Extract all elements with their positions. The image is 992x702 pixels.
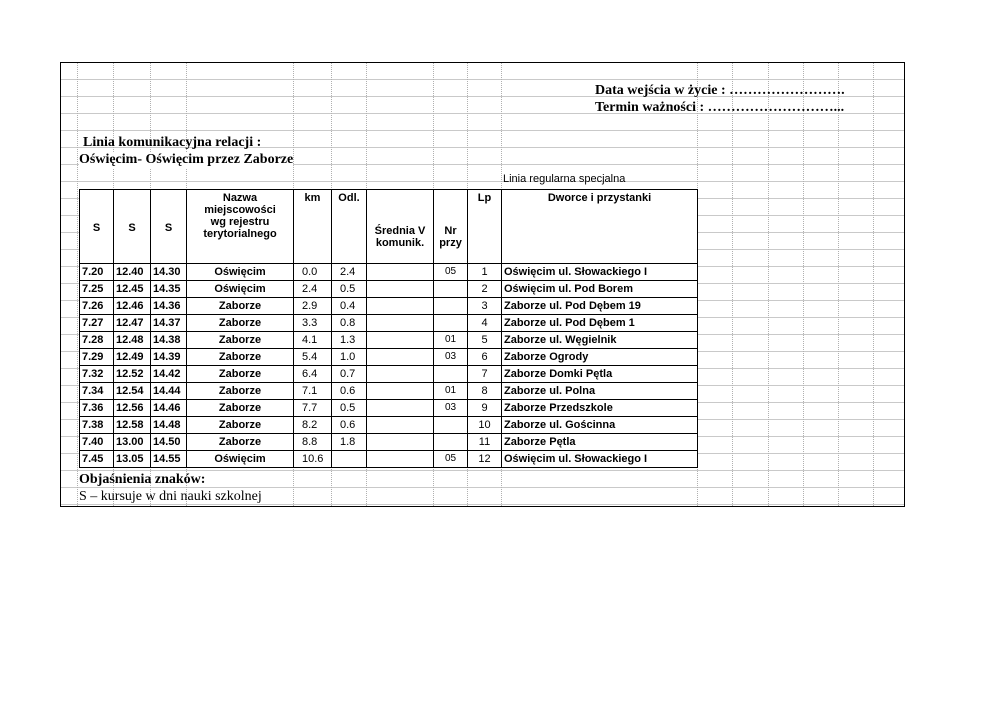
col-s3: S (151, 190, 187, 264)
table-row (80, 383, 698, 400)
distance-cell: 1.8 (332, 434, 367, 451)
stop-number-cell: 03 (434, 400, 468, 417)
grid-line (838, 63, 839, 506)
stop-number-cell (434, 298, 468, 315)
time-cell: 14.50 (151, 434, 187, 451)
distance-cell: 0.4 (332, 298, 367, 315)
time-cell: 7.38 (80, 417, 114, 434)
time-cell: 14.35 (151, 281, 187, 298)
km-cell: 5.4 (294, 349, 332, 366)
speed-cell (367, 264, 434, 281)
stop-name-cell: Zaborze Ogrody (502, 349, 698, 366)
km-cell: 6.4 (294, 366, 332, 383)
table-row (80, 298, 698, 315)
col-lp: Lp (468, 190, 502, 264)
stop-number-cell (434, 366, 468, 383)
stop-name-cell: Zaborze ul. Węgielnik (502, 332, 698, 349)
time-cell: 12.45 (114, 281, 151, 298)
table-header (80, 190, 698, 264)
distance-cell: 0.7 (332, 366, 367, 383)
distance-cell: 1.0 (332, 349, 367, 366)
table-row (80, 264, 698, 281)
time-cell: 12.40 (114, 264, 151, 281)
lp-cell: 10 (468, 417, 502, 434)
stop-number-cell: 03 (434, 349, 468, 366)
lp-cell: 7 (468, 366, 502, 383)
lp-cell: 3 (468, 298, 502, 315)
validity-term: Termin ważności : ………………………... (595, 100, 845, 115)
distance-cell: 1.3 (332, 332, 367, 349)
time-cell: 12.47 (114, 315, 151, 332)
time-cell: 13.05 (114, 451, 151, 468)
stop-number-cell: 01 (434, 332, 468, 349)
time-cell: 14.48 (151, 417, 187, 434)
time-cell: 12.56 (114, 400, 151, 417)
time-cell: 7.25 (80, 281, 114, 298)
table-row (80, 451, 698, 468)
km-cell: 2.4 (294, 281, 332, 298)
stop-name-cell: Zaborze ul. Polna (502, 383, 698, 400)
stop-name-cell: Oświęcim ul. Słowackiego I (502, 451, 698, 468)
col-nr: Nr przy (434, 190, 468, 264)
stop-name-cell: Zaborze Przedszkole (502, 400, 698, 417)
time-cell: 14.39 (151, 349, 187, 366)
timetable-table (79, 189, 698, 468)
col-speed: Średnia V komunik. (367, 190, 434, 264)
route-label: Linia komunikacyjna relacji : (83, 135, 262, 150)
stop-number-cell (434, 417, 468, 434)
time-cell: 14.46 (151, 400, 187, 417)
col-km: km (294, 190, 332, 264)
stop-number-cell (434, 434, 468, 451)
locality-cell: Zaborze (187, 434, 294, 451)
locality-cell: Zaborze (187, 383, 294, 400)
time-cell: 13.00 (114, 434, 151, 451)
table-row (80, 366, 698, 383)
lp-cell: 5 (468, 332, 502, 349)
time-cell: 14.37 (151, 315, 187, 332)
km-cell: 8.8 (294, 434, 332, 451)
stop-number-cell: 05 (434, 264, 468, 281)
route-name: Oświęcim- Oświęcim przez Zaborze (79, 152, 293, 167)
time-cell: 7.45 (80, 451, 114, 468)
locality-cell: Oświęcim (187, 264, 294, 281)
time-cell: 12.49 (114, 349, 151, 366)
table-row (80, 417, 698, 434)
time-cell: 12.48 (114, 332, 151, 349)
time-cell: 12.52 (114, 366, 151, 383)
speed-cell (367, 417, 434, 434)
stop-name-cell: Oświęcim ul. Pod Borem (502, 281, 698, 298)
col-stops: Dworce i przystanki (502, 190, 698, 264)
distance-cell: 0.5 (332, 281, 367, 298)
km-cell: 2.9 (294, 298, 332, 315)
lp-cell: 11 (468, 434, 502, 451)
time-cell: 7.40 (80, 434, 114, 451)
locality-cell: Zaborze (187, 315, 294, 332)
time-cell: 14.30 (151, 264, 187, 281)
km-cell: 7.7 (294, 400, 332, 417)
stop-number-cell (434, 315, 468, 332)
speed-cell (367, 400, 434, 417)
time-cell: 14.38 (151, 332, 187, 349)
stop-name-cell: Zaborze Domki Pętla (502, 366, 698, 383)
speed-cell (367, 434, 434, 451)
grid-line (768, 63, 769, 506)
speed-cell (367, 315, 434, 332)
stop-number-cell: 01 (434, 383, 468, 400)
time-cell: 7.27 (80, 315, 114, 332)
locality-cell: Oświęcim (187, 281, 294, 298)
time-cell: 7.32 (80, 366, 114, 383)
col-s1: S (80, 190, 114, 264)
grid-line (77, 63, 78, 506)
km-cell: 10.6 (294, 451, 332, 468)
stop-name-cell: Zaborze ul. Gościnna (502, 417, 698, 434)
speed-cell (367, 281, 434, 298)
locality-cell: Zaborze (187, 298, 294, 315)
time-cell: 7.34 (80, 383, 114, 400)
time-cell: 14.55 (151, 451, 187, 468)
distance-cell: 0.6 (332, 417, 367, 434)
lp-cell: 1 (468, 264, 502, 281)
km-cell: 4.1 (294, 332, 332, 349)
locality-cell: Oświęcim (187, 451, 294, 468)
locality-cell: Zaborze (187, 417, 294, 434)
distance-cell: 2.4 (332, 264, 367, 281)
locality-cell: Zaborze (187, 400, 294, 417)
distance-cell: 0.6 (332, 383, 367, 400)
time-cell: 7.28 (80, 332, 114, 349)
km-cell: 8.2 (294, 417, 332, 434)
speed-cell (367, 451, 434, 468)
lp-cell: 6 (468, 349, 502, 366)
time-cell: 12.46 (114, 298, 151, 315)
table-row (80, 281, 698, 298)
line-type: Linia regularna specjalna (503, 173, 626, 185)
table-row (80, 434, 698, 451)
speed-cell (367, 298, 434, 315)
stop-name-cell: Zaborze ul. Pod Dębem 1 (502, 315, 698, 332)
km-cell: 3.3 (294, 315, 332, 332)
time-cell: 14.42 (151, 366, 187, 383)
locality-cell: Zaborze (187, 366, 294, 383)
table-row (80, 315, 698, 332)
speed-cell (367, 332, 434, 349)
lp-cell: 9 (468, 400, 502, 417)
time-cell: 7.36 (80, 400, 114, 417)
legend-title: Objaśnienia znaków: (79, 472, 206, 487)
grid-line (873, 63, 874, 506)
stop-name-cell: Zaborze ul. Pod Dębem 19 (502, 298, 698, 315)
col-locality: Nazwa miejscowości wg rejestru terytorialnego (187, 190, 294, 264)
stop-number-cell: 05 (434, 451, 468, 468)
time-cell: 12.54 (114, 383, 151, 400)
lp-cell: 12 (468, 451, 502, 468)
time-cell: 14.36 (151, 298, 187, 315)
locality-cell: Zaborze (187, 332, 294, 349)
speed-cell (367, 349, 434, 366)
time-cell: 7.20 (80, 264, 114, 281)
distance-cell (332, 451, 367, 468)
table-row (80, 400, 698, 417)
time-cell: 7.26 (80, 298, 114, 315)
speed-cell (367, 366, 434, 383)
speed-cell (367, 383, 434, 400)
grid-line (732, 63, 733, 506)
time-cell: 7.29 (80, 349, 114, 366)
distance-cell: 0.8 (332, 315, 367, 332)
timetable-sheet (60, 62, 905, 507)
grid-line (803, 63, 804, 506)
lp-cell: 8 (468, 383, 502, 400)
stop-number-cell (434, 281, 468, 298)
distance-cell: 0.5 (332, 400, 367, 417)
stop-name-cell: Zaborze Pętla (502, 434, 698, 451)
effective-date: Data wejścia w życie : ……………………. (595, 83, 845, 98)
stop-name-cell: Oświęcim ul. Słowackiego I (502, 264, 698, 281)
locality-cell: Zaborze (187, 349, 294, 366)
lp-cell: 2 (468, 281, 502, 298)
table-row (80, 349, 698, 366)
col-s2: S (114, 190, 151, 264)
time-cell: 14.44 (151, 383, 187, 400)
time-cell: 12.58 (114, 417, 151, 434)
lp-cell: 4 (468, 315, 502, 332)
col-dist: Odl. (332, 190, 367, 264)
legend-s-note: S – kursuje w dni nauki szkolnej (79, 489, 262, 504)
km-cell: 7.1 (294, 383, 332, 400)
table-row (80, 332, 698, 349)
km-cell: 0.0 (294, 264, 332, 281)
